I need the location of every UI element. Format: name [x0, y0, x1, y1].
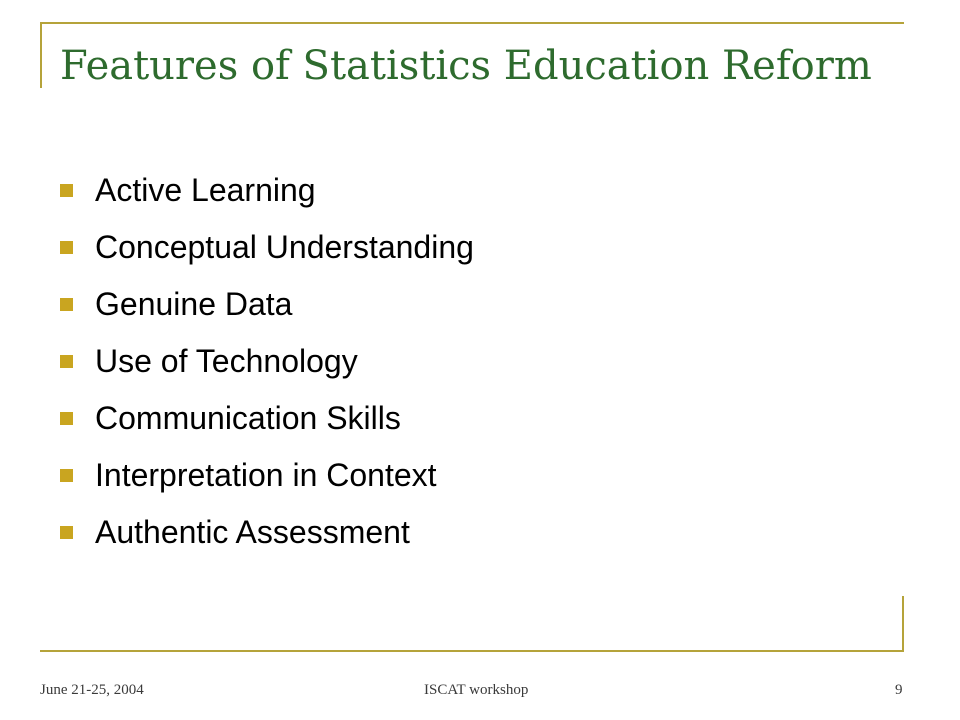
square-bullet-icon [60, 355, 73, 368]
bullet-text: Authentic Assessment [95, 514, 410, 550]
bullet-item-interpretation-in-context [60, 447, 474, 504]
square-bullet-icon [60, 412, 73, 425]
bullet-item-use-of-technology [60, 333, 474, 390]
bullet-item-active-learning [60, 162, 474, 219]
bullet-text: Communication Skills [95, 400, 401, 436]
bullet-text: Conceptual Understanding [95, 229, 474, 265]
square-bullet-icon [60, 241, 73, 254]
frame-bottom-line [40, 650, 904, 652]
footer-date: June 21-25, 2004 [40, 682, 144, 698]
frame-top-line [40, 22, 904, 24]
slide-title: Features of Statistics Education Reform [60, 43, 872, 89]
bullet-text: Interpretation in Context [95, 457, 437, 493]
bullet-text: Active Learning [95, 172, 316, 208]
bullet-item-authentic-assessment [60, 504, 474, 561]
square-bullet-icon [60, 298, 73, 311]
bullet-item-conceptual-understanding [60, 219, 474, 276]
bullet-list [60, 162, 474, 561]
square-bullet-icon [60, 469, 73, 482]
frame-left-line [40, 22, 42, 88]
bullet-text: Use of Technology [95, 343, 358, 379]
bullet-text: Genuine Data [95, 286, 293, 322]
bullet-item-genuine-data [60, 276, 474, 333]
square-bullet-icon [60, 526, 73, 539]
square-bullet-icon [60, 184, 73, 197]
footer-page-number: 9 [895, 682, 903, 698]
frame-right-line [902, 596, 904, 652]
footer-event: ISCAT workshop [424, 682, 529, 698]
bullet-item-communication-skills [60, 390, 474, 447]
